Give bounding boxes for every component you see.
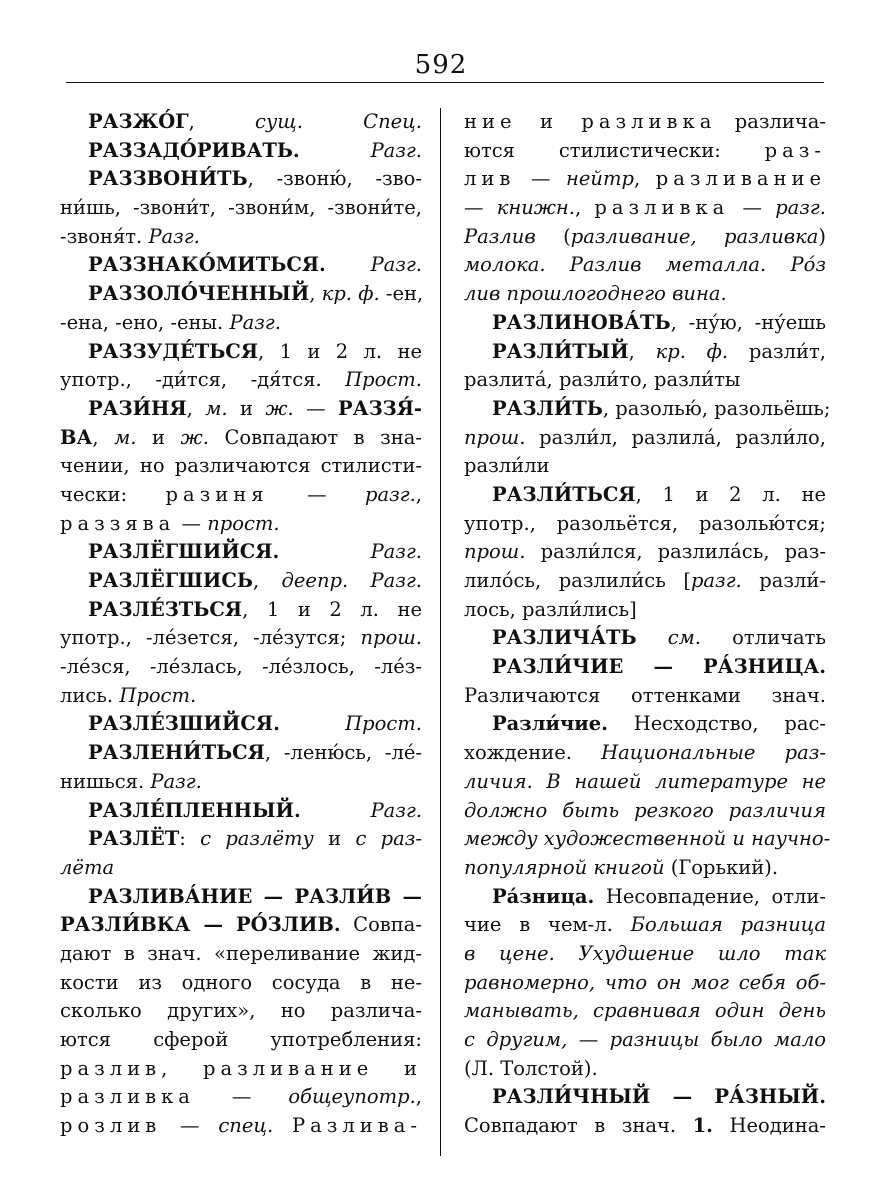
text-line (60, 452, 422, 481)
text-run: разливка (594, 196, 730, 220)
text-run: разг. (690, 569, 742, 592)
text-run (637, 626, 668, 649)
text-line (464, 194, 826, 223)
text-run: разли́- (741, 569, 826, 592)
text-run: РАЗЛИ́ВКА — РО́ЗЛИВ. (60, 913, 341, 937)
text-line (60, 682, 422, 711)
text-line (464, 768, 826, 797)
text-run: между художественной и научно- (464, 827, 831, 851)
text-line (60, 137, 422, 166)
text-line (60, 596, 422, 625)
text-run: лось, разли́лись] (464, 597, 637, 621)
text-run: хождение. (464, 741, 602, 765)
text-run: равномерно, что он мог себя об- (464, 970, 826, 994)
text-run: употр., разольётся, разолью́тся; (464, 511, 826, 535)
text-run: Разг. (370, 138, 422, 162)
text-run: прост. (207, 511, 280, 535)
text-run: -ен, (379, 282, 424, 306)
text-line (464, 653, 826, 682)
text-run: нейтр (566, 167, 634, 191)
text-run: ) (818, 224, 827, 248)
text-run: РАЗЗУДЕ́ТЬСЯ (88, 339, 259, 363)
text-line (60, 997, 422, 1026)
text-run: , (186, 396, 206, 420)
text-run (273, 1114, 292, 1137)
text-run: и (313, 827, 356, 851)
text-run: деепр. Разг. (281, 569, 422, 592)
text-run: дают в знач. «переливание жид- (60, 941, 422, 965)
text-line (60, 710, 422, 739)
text-run: лись. (60, 683, 120, 707)
text-run: РАЗЖО́Г (88, 110, 189, 133)
text-run: разлив, разливание и (60, 1056, 422, 1080)
text-run: , (633, 167, 656, 191)
text-line (60, 1026, 422, 1055)
text-line (60, 567, 422, 596)
text-run: РАЗЗЯ́- (338, 396, 422, 420)
text-run: РАЗЛИ́ТЬ (492, 396, 603, 420)
text-run: лило́сь, разлили́сь [ (464, 569, 691, 592)
text-run: Большая разница (630, 913, 826, 937)
text-run: разливка (60, 1085, 195, 1109)
text-run: разг. (364, 482, 416, 506)
text-run: — (161, 1114, 219, 1138)
text-run: РАЗЛЁГШИСЬ (88, 569, 253, 592)
text-run: Национальные раз- (601, 741, 826, 765)
text-run: нишься. (60, 769, 151, 793)
text-run: РАЗЛИ́ТЫЙ (492, 339, 629, 363)
text-run: розлив (60, 1114, 162, 1138)
text-run: — (194, 1085, 289, 1109)
text-run: Разг. (370, 798, 422, 822)
text-run: прош. (360, 626, 422, 650)
text-run: личия. В нашей литературе не (464, 769, 826, 793)
text-run: РАЗЛИ́ЧИЕ — РА́ЗНИЦА. (492, 655, 826, 679)
text-run: Разг. (370, 253, 422, 277)
text-line (464, 1026, 826, 1055)
text-run: 1. (692, 1114, 713, 1138)
text-run: — (464, 196, 497, 220)
text-run: прош. (464, 425, 526, 449)
text-run: -ле́зся, -ле́злась, -ле́злось, -ле́з- (60, 655, 422, 679)
text-run: молока. Разлив металла. Ро́з (464, 253, 826, 277)
text-line (60, 940, 422, 969)
text-run: РАЗЛЕ́ЗТЬСЯ (88, 597, 243, 621)
text-run: , (252, 569, 282, 592)
text-run: РАЗЛИВА́НИЕ — РАЗЛИ́В — (88, 884, 422, 908)
text-run: с разлёту (200, 827, 314, 851)
text-run: разли́л, разлила́, разли́ло, (525, 425, 826, 449)
text-run: РАЗЗОЛО́ЧЕННЫЙ (88, 282, 310, 306)
text-run: употр., -ди́тся, -дя́тся. (60, 368, 346, 392)
text-run: — (268, 482, 365, 506)
text-line (464, 309, 826, 338)
text-line (60, 395, 422, 424)
text-line (464, 1055, 826, 1084)
text-run: ж. (180, 425, 209, 449)
text-run: РАЗЗВОНИ́ТЬ (88, 167, 248, 191)
text-run: и (227, 396, 266, 420)
text-line (464, 165, 826, 194)
text-run: РАЗЗАДО́РИВАТЬ. (88, 138, 300, 162)
text-run: разливание, разливка (570, 224, 819, 248)
text-line (464, 969, 826, 998)
text-run: Разлива- (292, 1114, 422, 1138)
text-line (60, 309, 422, 338)
text-run (280, 712, 345, 735)
text-run: сущ. Спец. (255, 110, 422, 133)
text-line (60, 883, 422, 912)
text-run: кр. ф. (655, 339, 729, 363)
text-line (60, 1055, 422, 1084)
text-run: , (574, 196, 595, 220)
text-run: должно быть резкого различия (464, 798, 826, 822)
text-run: Разг. (370, 540, 422, 564)
text-run (301, 799, 371, 822)
text-run: , -звоню́, -зво- (247, 167, 422, 191)
text-run: манывать, сравнивая один день (464, 999, 826, 1023)
text-run: , -ну́ю, -ну́ешь (670, 310, 826, 334)
text-run: ВА (60, 425, 93, 449)
text-run: : (179, 827, 201, 851)
text-run: прош. (464, 540, 526, 564)
text-line (60, 797, 422, 826)
text-run: Совпадают в знач. (464, 1114, 693, 1138)
text-line (464, 854, 826, 883)
text-line (464, 223, 826, 252)
text-line (60, 739, 422, 768)
text-line (60, 108, 422, 137)
text-run: , (415, 1085, 422, 1109)
text-run: Разг. (229, 310, 281, 334)
text-line (60, 624, 422, 653)
text-run: раззява (60, 511, 176, 535)
text-line (464, 682, 826, 711)
text-line (464, 940, 826, 969)
text-line (60, 510, 422, 539)
text-line (464, 338, 826, 367)
text-run: РАЗЛЕ́ПЛЕННЫЙ. (88, 798, 301, 822)
text-run: РАЗЛИЧА́ТЬ (492, 626, 637, 650)
text-line (464, 624, 826, 653)
text-run: РАЗЛИ́ЧНЫЙ — РА́ЗНЫЙ. (492, 1085, 826, 1109)
header-rule (66, 82, 824, 83)
text-line (60, 969, 422, 998)
text-run: книжн. (496, 196, 575, 220)
text-run: -звоня́т. (60, 224, 149, 248)
text-line (464, 424, 826, 453)
text-run: Различаются оттенками знач. (464, 683, 826, 707)
text-run: Разли́чие. (492, 712, 608, 736)
text-line (464, 280, 826, 309)
text-line (60, 194, 422, 223)
text-line (60, 768, 422, 797)
text-run: РАЗЛЕНИ́ТЬСЯ (88, 741, 265, 765)
text-line (464, 366, 826, 395)
text-line (464, 1112, 826, 1141)
text-run (326, 253, 371, 276)
text-line (464, 997, 826, 1026)
text-run: , (415, 482, 422, 506)
text-line (464, 1083, 826, 1112)
text-run: в цене. Ухудшение шло так (464, 941, 826, 965)
text-line (60, 1083, 422, 1112)
text-line (464, 510, 826, 539)
text-run: ние и разливка (464, 110, 717, 133)
text-run: , (92, 425, 115, 449)
text-run: сколько других», но различа- (60, 999, 422, 1023)
text-run: раз- (764, 138, 826, 162)
text-run: — (293, 396, 339, 420)
text-line (60, 338, 422, 367)
text-run: (Л. Толстой). (464, 1056, 598, 1080)
text-run: ж. (265, 396, 294, 420)
text-line (60, 223, 422, 252)
text-line (464, 911, 826, 940)
text-run: чески: (60, 482, 166, 506)
text-run: Несовпадение, отли- (594, 884, 826, 908)
text-run: (Горький). (664, 855, 779, 879)
text-run: Прост. (119, 683, 197, 707)
text-run: кости из одного сосуда в не- (60, 970, 422, 994)
text-run: Разг. (148, 224, 200, 248)
page-number: 592 (414, 50, 468, 80)
text-run: разг. (775, 196, 826, 220)
text-run (279, 540, 370, 563)
text-run: РАЗЛЕ́ЗШИЙСЯ. (88, 712, 280, 736)
text-line (464, 452, 826, 481)
text-line (60, 653, 422, 682)
text-run: ются стилистически: (464, 138, 765, 162)
text-run (300, 139, 371, 162)
text-run: м. (114, 425, 137, 449)
text-run: , (188, 110, 256, 133)
text-run: ются сферой употребления: (60, 1028, 422, 1051)
text-run: Несходство, рас- (607, 712, 826, 736)
text-line (464, 883, 826, 912)
text-line (60, 280, 422, 309)
right-column (464, 108, 831, 1141)
text-line (60, 825, 422, 854)
text-run: -ена, -ено, -ены. (60, 310, 230, 334)
text-run: разливание (655, 167, 826, 191)
text-run: — (175, 511, 208, 535)
left-column (60, 108, 422, 1141)
text-run: РАЗЛЁГШИЙСЯ. (88, 540, 280, 564)
text-run: ( (535, 224, 571, 248)
text-run: Совпадают в зна- (208, 425, 422, 449)
text-line (60, 366, 422, 395)
text-line (464, 739, 826, 768)
text-run: лив прошлогоднего вина. (464, 282, 727, 306)
text-line (60, 1112, 422, 1141)
text-run: РАЗЛИ́ТЬСЯ (492, 482, 636, 506)
text-line (60, 424, 422, 453)
text-line (464, 108, 826, 137)
text-run: ни́шь, -звони́т, -звони́м, -звони́те, (60, 196, 422, 220)
text-line (464, 567, 826, 596)
text-run: кр. ф. (321, 282, 380, 306)
text-line (464, 710, 826, 739)
text-run: чении, но различаются стилисти- (60, 454, 422, 478)
text-run: Прост. (345, 368, 422, 392)
text-line (60, 538, 422, 567)
text-line (464, 825, 831, 854)
text-run: различа- (716, 110, 826, 133)
text-run: Ра́зница. (492, 884, 595, 908)
text-run: , 1 и 2 л. не (635, 482, 826, 506)
text-run: чие в чем-л. (464, 913, 631, 937)
text-run: Разг. (150, 769, 202, 793)
text-run: , 1 и 2 л. не (242, 597, 422, 621)
text-run: Совпа- (340, 913, 422, 937)
text-run: , 1 и 2 л. не (258, 339, 422, 363)
text-run: с другим, — разницы было мало (464, 1028, 826, 1051)
text-run: — (729, 196, 776, 220)
text-run: разли́лся, разлила́сь, раз- (525, 540, 826, 564)
text-line (464, 596, 826, 625)
text-line (464, 481, 826, 510)
text-run: лив (464, 167, 516, 191)
text-run: общеупотр. (288, 1085, 416, 1109)
text-run: с раз- (355, 827, 423, 851)
text-line (464, 251, 826, 280)
text-run: популярной книгой (464, 855, 665, 879)
text-run: см. (667, 626, 702, 650)
text-run: разли́т, (728, 339, 826, 363)
text-run: м. (205, 396, 228, 420)
text-line (464, 797, 826, 826)
text-line (464, 538, 826, 567)
text-run: употр., -ле́зется, -ле́зутся; (60, 626, 361, 650)
text-line (60, 251, 422, 280)
text-run: , -леню́сь, -ле́- (264, 741, 422, 765)
text-run: разиня (165, 482, 269, 506)
text-run: РАЗЛЁТ (88, 827, 180, 851)
text-run: и (136, 425, 181, 449)
text-run: разли́ли (464, 454, 550, 478)
text-run: , разолью́, разольёшь; (602, 396, 831, 420)
text-line (464, 137, 826, 166)
text-run: лёта (60, 855, 115, 879)
text-line (60, 911, 422, 940)
column-divider (440, 108, 441, 1156)
text-run: РАЗЛИНОВА́ТЬ (492, 310, 671, 334)
text-line (60, 481, 422, 510)
text-run: отличать (701, 626, 826, 650)
text-run: разлита́, разли́то, разли́ты (464, 368, 741, 392)
text-run: Неодина- (712, 1114, 826, 1138)
text-line (464, 395, 831, 424)
text-run: , (628, 339, 656, 363)
text-run: РАЗИ́НЯ (88, 396, 187, 420)
text-run: — (515, 167, 567, 191)
text-line (60, 854, 422, 883)
text-run: , (309, 282, 322, 306)
text-run: Разлив (464, 224, 536, 248)
text-run: РАЗЗНАКО́МИТЬСЯ. (88, 253, 326, 277)
text-run: Прост. (345, 712, 422, 736)
text-line (60, 165, 422, 194)
text-run: спец. (218, 1114, 274, 1138)
